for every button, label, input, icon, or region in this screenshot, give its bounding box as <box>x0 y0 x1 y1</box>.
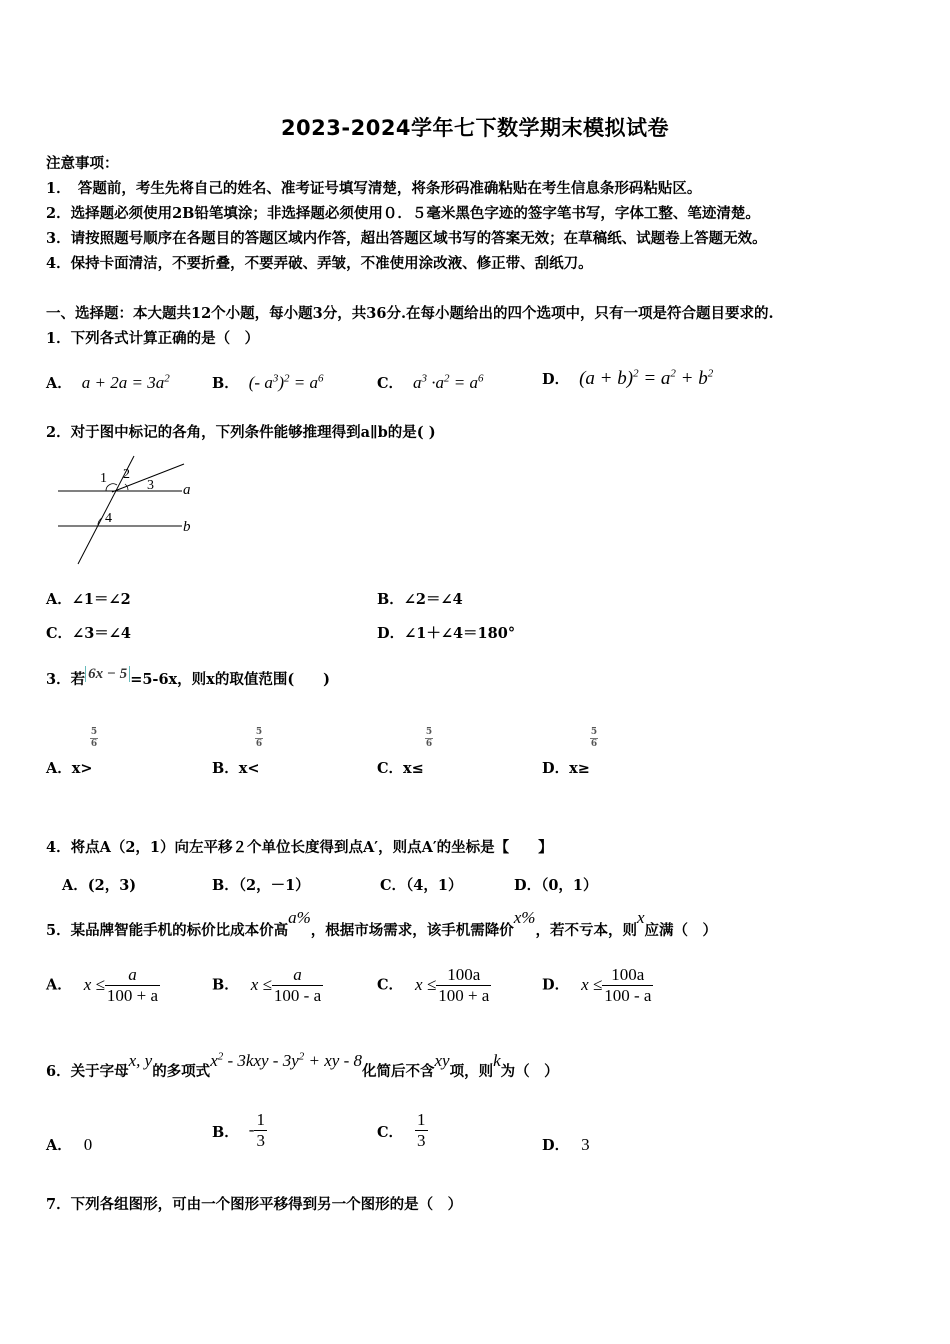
q4-option-d: D．（0，1） <box>514 877 598 894</box>
angle-label-4: 4 <box>105 511 112 526</box>
q6-option-c: C． $\frac{1}{3}$ <box>377 1110 426 1150</box>
angle-1-arc <box>106 484 117 491</box>
note-item-4: 4．保持卡面清洁，不要折叠，不要弄破、弄皱，不准使用涂改液、修正带、刮纸刀。 <box>46 255 593 272</box>
parallel-lines-figure <box>50 452 210 568</box>
q6-option-a: A． 0 <box>46 1135 93 1154</box>
q3-option-a: A．x> <box>46 760 93 777</box>
angle-label-2: 2 <box>123 467 130 482</box>
abs-expression: 6x − 5 <box>85 666 130 682</box>
q1-option-c: C． $a^3 \cdot a^2 = a^6$ <box>377 372 484 392</box>
q3-stem: 3．若 6x − 5 =5-6x，则x的取值范围( ) <box>46 666 331 688</box>
q4-option-a: A．(2，3) <box>62 877 137 894</box>
notes-heading: 注意事项： <box>46 155 119 172</box>
q5-option-b: B． x ≤ $\frac{a}{100 - a}$ <box>212 965 322 1005</box>
q6-stem: 6．关于字母x, y的多项式$x^2 - 3kxy - 3y^2$ + xy - 8化简后不含xy项，则k为（ ） <box>46 1050 559 1080</box>
q2-option-b: B．∠2＝∠4 <box>377 591 463 608</box>
q3-frac-b: 5 6 <box>255 727 263 749</box>
q3-option-d: D．x≥ <box>542 760 590 777</box>
angle-label-3: 3 <box>147 478 154 493</box>
q1-option-d: D． $(a + b)^2 = a^2 + b^2$ <box>542 367 714 389</box>
q6-option-b: B． - $\frac{1}{3}$ <box>212 1110 265 1150</box>
page-title: 2023-2024学年七下数学期末模拟试卷 <box>280 116 670 140</box>
q3-frac-c: 5 6 <box>425 727 433 749</box>
angle-label-1: 1 <box>100 471 107 486</box>
q5-option-c: C． x ≤ $\frac{100a}{100 + a}$ <box>377 965 490 1005</box>
section-heading: 一、选择题：本大题共12个小题，每小题3分，共36分.在每小题给出的四个选项中，只有一项是符合题目要求的. <box>46 305 774 322</box>
q3-option-c: C．x≤ <box>377 760 424 777</box>
q7-stem: 7．下列各组图形，可由一个图形平移得到另一个图形的是（ ） <box>46 1196 463 1213</box>
line-label-a: a <box>183 482 191 498</box>
q6-option-d: D． 3 <box>542 1135 590 1154</box>
q2-option-c: C．∠3＝∠4 <box>46 625 132 642</box>
q3-option-b: B．x< <box>212 760 260 777</box>
q3-frac-a: 5 6 <box>90 727 98 749</box>
note-item-2: 2．选择题必须使用2B铅笔填涂；非选择题必须使用０．５毫米黑色字迹的签字笔书写，字体工整、笔迹清楚。 <box>46 205 760 222</box>
q4-stem: 4．将点A（2，1）向左平移２个单位长度得到点A′，则点A′的坐标是【 】 <box>46 839 553 856</box>
q1-option-a: A． $a + 2a = 3a^2$ <box>46 372 170 392</box>
note-item-1: 1． 答题前，考生先将自己的姓名、准考证号填写清楚，将条形码准确粘贴在考生信息条形码粘贴区。 <box>46 180 702 197</box>
q1-stem: 1．下列各式计算正确的是（ ） <box>46 330 260 347</box>
q2-stem: 2．对于图中标记的各角，下列条件能够推理得到a∥b的是( ) <box>46 424 436 441</box>
line-label-b: b <box>183 519 191 535</box>
q4-option-b: B．（2，－1） <box>212 877 310 894</box>
q2-option-a: A．∠1＝∠2 <box>46 591 131 608</box>
q1-option-b: B． (- $a^3)^2 = a^6$ <box>212 372 324 392</box>
note-item-3: 3．请按照题号顺序在各题目的答题区域内作答，超出答题区域书写的答案无效；在草稿纸、试题卷上答题无效。 <box>46 230 767 247</box>
q5-option-d: D． x ≤ $\frac{100a}{100 - a}$ <box>542 965 652 1005</box>
q4-option-c: C．（4，1） <box>380 877 463 894</box>
q5-stem: 5．某品牌智能手机的标价比成本价高a%，根据市场需求，该手机需降价x%，若不亏本，则x应满（ ） <box>46 908 718 939</box>
q3-frac-d: 5 6 <box>590 727 598 749</box>
q5-option-a: A． x ≤ $\frac{a}{100 + a}$ <box>46 965 159 1005</box>
q2-option-d: D．∠1＋∠4＝180° <box>377 625 516 642</box>
